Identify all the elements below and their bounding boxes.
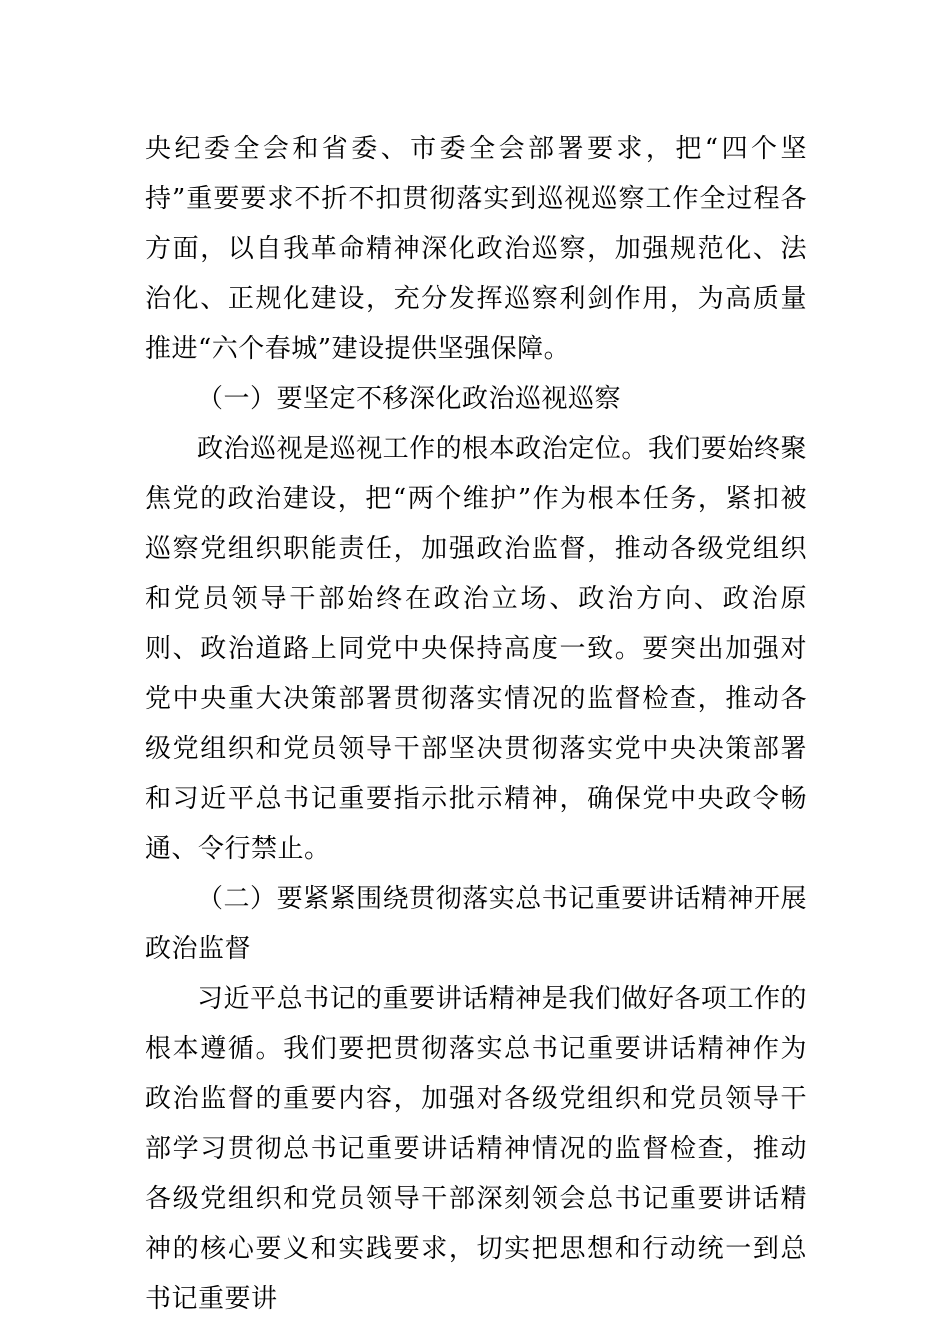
document-body	[145, 124, 807, 1324]
section-heading-2: （二）要紧紧围绕贯彻落实总书记重要讲话精神开展政治监督	[145, 884, 807, 964]
paragraph-intro-continuation: 央纪委全会和省委、市委全会部署要求，把“四个坚持”重要要求不折不扣贯彻落实到巡视巡察工作全过程各方面，以自我革命精神深化政治巡察，加强规范化、法治化、正规化建设，充分发挥巡察利剑作用，为高质量推进“六个春城”建设提供坚强保障。	[145, 134, 807, 364]
paragraph-political-inspection: 政治巡视是巡视工作的根本政治定位。我们要始终聚焦党的政治建设，把“两个维护”作为根本任务，紧扣被巡察党组织职能责任，加强政治监督，推动各级党组织和党员领导干部始终在政治立场、政治方向、政治原则、政治道路上同党中央保持高度一致。要突出加强对党中央重大决策部署贯彻落实情况的监督检查，推动各级党组织和党员领导干部坚决贯彻落实党中央决策部署和习近平总书记重要指示批示精神，确保党中央政令畅通、令行禁止。	[145, 434, 807, 864]
section-heading-1: （一）要坚定不移深化政治巡视巡察	[197, 384, 622, 414]
paragraph-speech-spirit: 习近平总书记的重要讲话精神是我们做好各项工作的根本遵循。我们要把贯彻落实总书记重要讲话精神作为政治监督的重要内容，加强对各级党组织和党员领导干部学习贯彻总书记重要讲话精神情况的监督检查，推动各级党组织和党员领导干部深刻领会总书记重要讲话精神的核心要义和实践要求，切实把思想和行动统一到总书记重要讲	[145, 984, 807, 1314]
